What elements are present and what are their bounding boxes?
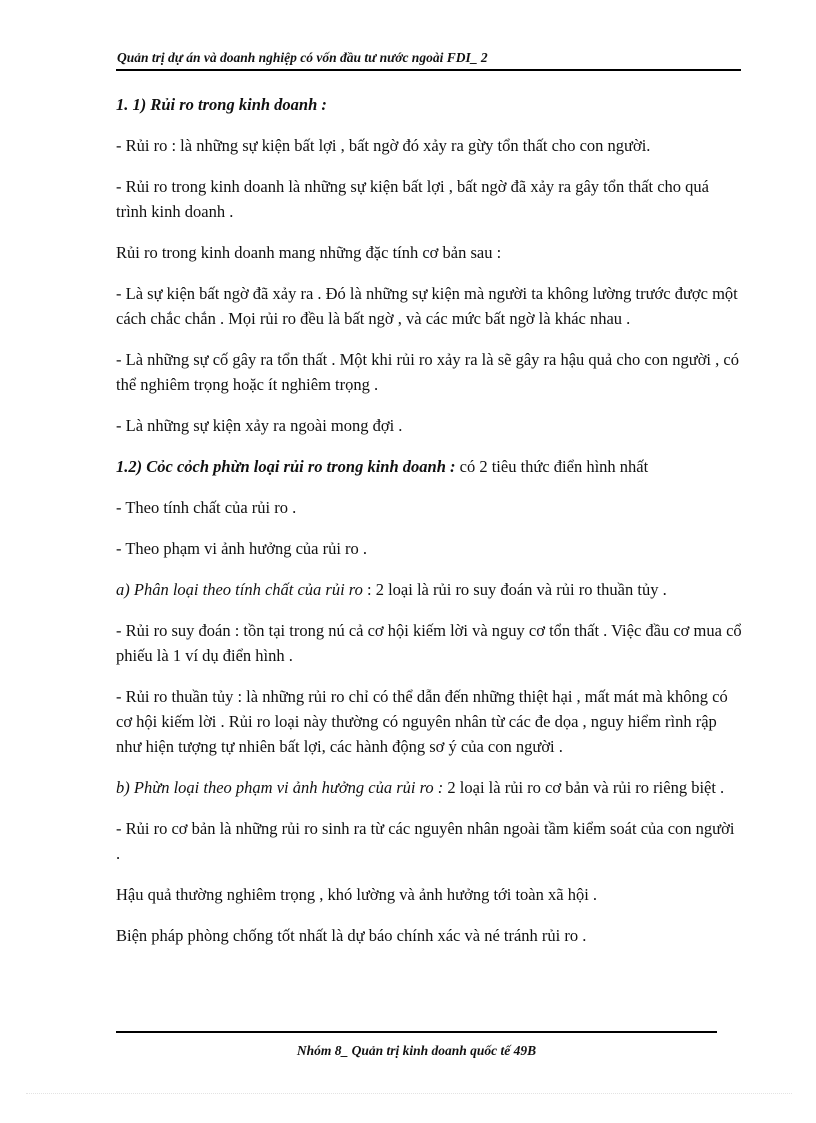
subsection-heading-a: a) Phân loại theo tính chất của rủi ro	[116, 580, 363, 599]
subsection-paragraph-a	[116, 577, 742, 602]
page-bottom-edge	[26, 1093, 792, 1094]
paragraph: - Rủi ro thuần tủy : là những rủi ro chỉ có thể dẫn đến những thiệt hại , mất mát mà không có cơ hội kiếm lời . Rủi ro loại này thường có nguyên nhân từ các đe dọa , nguy hiểm rình rập như hiện tượng tự nhiên bất lợi, các hành động sơ ý của con người .	[116, 687, 728, 756]
paragraph: - Là những sự cố gây ra tổn thất . Một khi rủi ro xảy ra là sẽ gây ra hậu quả cho con người , có thể nghiêm trọng hoặc ít nghiêm trọng .	[116, 350, 739, 394]
paragraph: - Rủi ro trong kinh doanh là những sự kiện bất lợi , bất ngờ đã xảy ra gây tổn thất cho quá trình kinh doanh .	[116, 177, 710, 221]
subsection-heading-b-rest: 2 loại là rủi ro cơ bản và rủi ro riêng biệt .	[443, 778, 725, 797]
paragraph: - Là những sự kiện xảy ra ngoài mong đợi .	[116, 416, 403, 435]
subsection-heading-a-rest: : 2 loại là rủi ro suy đoán và rủi ro thuần tủy .	[362, 580, 667, 599]
section-heading-2: 1.2) Cỏc cỏch phừn loại rủi ro trong kinh doanh :	[116, 457, 456, 476]
subsection-paragraph-b	[116, 775, 742, 800]
section-heading-1: 1. 1) Rủi ro trong kinh doanh :	[116, 95, 327, 114]
document-body	[116, 92, 742, 964]
subsection-heading-b: b) Phừn loại theo phạm vi ảnh hưởng của rủi ro :	[116, 778, 444, 797]
paragraph: Hậu quả thường nghiêm trọng , khó lường và ảnh hưởng tới toàn xã hội .	[116, 885, 598, 904]
paragraph: Rủi ro trong kinh doanh mang những đặc tính cơ bản sau :	[116, 243, 502, 262]
paragraph: - Theo tính chất của rủi ro .	[116, 498, 297, 517]
footer-text: Nhóm 8_ Quản trị kinh doanh quốc tế 49B	[296, 1043, 537, 1058]
header-title: Quản trị dự án và doanh nghiệp có vốn đầu tư nước ngoài FDI_ 2	[117, 50, 488, 65]
header-divider	[116, 69, 741, 71]
paragraph: - Là sự kiện bất ngờ đã xảy ra . Đó là những sự kiện mà người ta không lường trước được một cách chắc chắn . Mọi rủi ro đều là bất ngờ , và các mức bất ngờ là khác nhau .	[116, 284, 738, 328]
paragraph: Biện pháp phòng chống tốt nhất là dự báo chính xác và né tránh rủi ro .	[116, 926, 587, 945]
paragraph: - Theo phạm vi ảnh hưởng của rủi ro .	[116, 539, 368, 558]
section-paragraph-2	[116, 454, 742, 479]
paragraph: - Rủi ro cơ bản là những rủi ro sinh ra từ các nguyên nhân ngoài tầm kiểm soát của con người .	[116, 819, 735, 863]
section-heading-2-rest: có 2 tiêu thức điển hình nhất	[455, 457, 649, 476]
paragraph: - Rủi ro : là những sự kiện bất lợi , bất ngờ đó xảy ra gừy tổn thất cho con người.	[116, 136, 651, 155]
footer-divider	[116, 1031, 717, 1033]
paragraph: - Rủi ro suy đoán : tồn tại trong nú cả cơ hội kiếm lời và nguy cơ tổn thất . Việc đầu cơ mua cổ phiếu là 1 ví dụ điển hình .	[116, 621, 742, 665]
